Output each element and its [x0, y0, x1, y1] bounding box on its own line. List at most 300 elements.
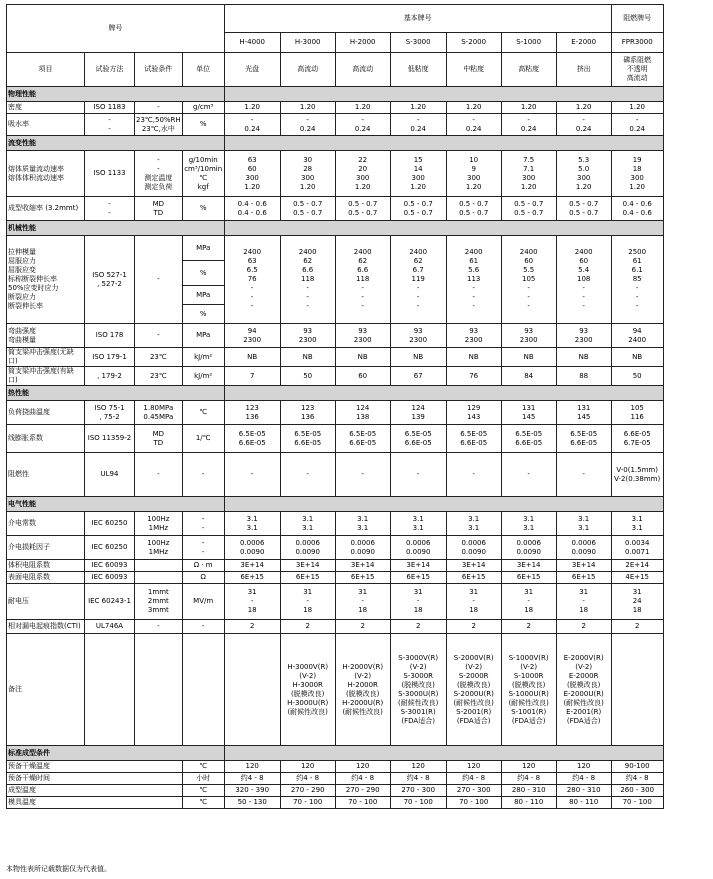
cell-line: 93 — [413, 326, 423, 335]
value-cell: 90-100 — [611, 761, 663, 773]
cell-line: 6.5E-05 — [460, 429, 488, 438]
value-cell — [556, 197, 611, 221]
value-cell: 80 - 110 — [556, 797, 611, 809]
cell-line: (脱模改良) — [401, 680, 435, 689]
cell-line: 0.24 — [299, 124, 316, 133]
cell-line: 3.1 — [412, 523, 424, 532]
cell-line: 6.5E-05 — [570, 429, 598, 438]
cell-line: 6.6 — [302, 266, 314, 274]
cell-line: 6.6E-05 — [623, 429, 651, 438]
cell-line: 31 — [303, 588, 313, 596]
cell-line: E-2000R — [568, 671, 599, 680]
cell-line: 5.4 — [578, 266, 590, 274]
cell-line: 76 — [247, 275, 257, 283]
table-row — [7, 620, 664, 634]
unit-cell — [182, 536, 224, 560]
method-cell: ISO 11359-2 — [85, 425, 135, 453]
cell-line: - — [201, 547, 205, 556]
cell-line: 1.20 — [575, 182, 592, 191]
cell-line: - — [416, 293, 420, 301]
value-cell — [390, 536, 446, 560]
item-name — [7, 236, 85, 324]
cell-line: 3.1 — [357, 523, 369, 532]
value-cell — [224, 512, 280, 536]
cell-line: S-1000V(R) — [508, 653, 549, 662]
grade-name: S-3000 — [390, 33, 446, 53]
basic-grade-label: 基本牌号 — [224, 5, 611, 33]
value-cell — [280, 236, 335, 324]
cell-line: (V-2) — [575, 662, 593, 671]
unit-cell: 小时 — [182, 773, 224, 785]
value-cell — [556, 151, 611, 197]
property-sheet — [6, 4, 664, 809]
cell-line: - — [527, 115, 530, 124]
value-cell: 50 - 130 — [224, 797, 280, 809]
cell-line: 6.7E-05 — [623, 438, 651, 447]
cell-line: (耐候性改良) — [397, 698, 439, 707]
cell-line: - — [416, 115, 420, 124]
value-cell — [335, 114, 390, 136]
value-cell: NB — [390, 348, 446, 367]
value-cell — [501, 197, 556, 221]
cell-line: 300 — [630, 173, 644, 182]
cell-line: (脱模改良) — [290, 689, 325, 698]
cell-line: 0.5 - 0.7 — [514, 199, 544, 208]
value-cell: 120 — [224, 761, 280, 773]
unit-cell: kJ/m² — [182, 348, 224, 367]
cell-line: 3.1 — [302, 514, 314, 523]
value-cell: 4E+15 — [611, 572, 663, 584]
cell-line: ISO 527-1 — [92, 270, 127, 279]
cell-line: 119 — [411, 275, 425, 283]
cell-line: 108 — [577, 275, 591, 283]
value-cell: 120 — [446, 761, 501, 773]
cell-line: 123 — [301, 403, 315, 412]
cell-line: - — [108, 199, 111, 208]
cell-line: 2400 — [519, 248, 538, 256]
cell-line: (V-2) — [409, 662, 427, 671]
condition-cell — [135, 425, 183, 453]
cell-line: - — [472, 302, 475, 310]
cell-line: 测定负荷 — [144, 182, 173, 191]
value-cell: 3E+14 — [390, 560, 446, 572]
cell-line: 0.0090 — [571, 547, 596, 556]
method-cell: ISO 1183 — [85, 102, 135, 114]
value-cell — [335, 584, 390, 620]
cell-line: S-2000U(R) — [453, 689, 494, 698]
value-cell: 6E+15 — [556, 572, 611, 584]
value-cell: 70 - 100 — [335, 797, 390, 809]
value-cell: 270 - 290 — [335, 785, 390, 797]
cell-line: 2300 — [519, 335, 538, 344]
col-method: 试验方法 — [85, 53, 135, 87]
value-cell — [335, 536, 390, 560]
value-cell: 3E+14 — [501, 560, 556, 572]
value-cell: 6E+15 — [390, 572, 446, 584]
value-cell: 70 - 100 — [280, 797, 335, 809]
cell-line: (FDA适合) — [511, 716, 546, 725]
cell-line: - — [582, 597, 585, 605]
cell-line: - — [250, 302, 254, 310]
section-title: 热性能 — [7, 386, 225, 401]
cell-line: TD — [153, 438, 164, 447]
cell-line: - — [250, 597, 254, 605]
value-cell — [390, 584, 446, 620]
cell-line: 3.1 — [631, 523, 643, 532]
cell-line: 3.1 — [578, 523, 590, 532]
cell-line: 300 — [245, 173, 259, 182]
cell-line: 0.0090 — [405, 547, 431, 556]
cell-line: 6.7 — [412, 266, 424, 274]
cell-line: 3.1 — [578, 514, 590, 523]
value-cell — [446, 324, 501, 348]
cell-line: (耐候性改良) — [342, 707, 383, 716]
cell-line: (脱模改良) — [566, 680, 601, 689]
value-cell: 约4 - 8 — [335, 773, 390, 785]
value-cell — [611, 584, 663, 620]
value-cell: 约4 - 8 — [390, 773, 446, 785]
cell-line: 6.6E-05 — [460, 438, 488, 447]
cell-line: 93 — [358, 326, 368, 335]
value-cell — [390, 401, 446, 425]
condition-cell — [135, 634, 183, 746]
section-fill — [224, 87, 663, 102]
value-cell — [224, 425, 280, 453]
value-cell — [611, 536, 663, 560]
cell-line: 熔体体积流动速率 — [8, 173, 64, 182]
cell-line: E-2000V(R) — [563, 653, 604, 662]
cell-line: - — [108, 124, 111, 133]
value-cell: 6E+15 — [335, 572, 390, 584]
cell-line: 7.1 — [523, 164, 535, 173]
value-cell: 2 — [390, 620, 446, 634]
item-name: 表面电阻系数 — [7, 572, 85, 584]
cell-line: 屈服应变 — [8, 266, 36, 274]
cell-line: 0.0090 — [461, 547, 486, 556]
method-cell: IEC 60250 — [85, 512, 135, 536]
cell-line: 136 — [245, 412, 259, 421]
cell-line: 6.6E-05 — [515, 438, 543, 447]
cell-line: - — [157, 164, 160, 173]
table-row — [7, 785, 664, 797]
value-cell: 约4 - 8 — [611, 773, 663, 785]
cell-line: - — [306, 284, 309, 292]
cell-line: S-3000U(R) — [398, 689, 439, 698]
value-cell — [501, 634, 556, 746]
section-fill — [224, 746, 663, 761]
cell-line: kgf — [197, 182, 209, 191]
method-cell: , 179-2 — [85, 367, 135, 386]
value-cell: 1.20 — [224, 102, 280, 114]
cell-line: 0.24 — [520, 124, 537, 133]
cell-line: - — [361, 293, 364, 301]
value-cell — [390, 151, 446, 197]
cell-line: 18 — [632, 606, 642, 614]
cell-line: S-3001(R) — [400, 707, 436, 716]
cell-line: (耐候性改良) — [508, 698, 549, 707]
unit-cell: % — [182, 114, 224, 136]
value-cell — [335, 324, 390, 348]
value-cell — [556, 425, 611, 453]
cell-line: 118 — [356, 275, 370, 283]
cell-line: cm³/10min — [184, 164, 223, 173]
cell-line: 0.0006 — [571, 538, 596, 547]
value-cell: NB — [280, 348, 335, 367]
table-row — [7, 367, 664, 386]
table-row — [7, 497, 664, 512]
value-cell: 1.20 — [611, 102, 663, 114]
method-cell — [85, 197, 135, 221]
cell-line: 300 — [577, 173, 591, 182]
cell-line: 2400 — [464, 248, 483, 256]
table-row — [7, 236, 664, 324]
cell-line: 5.0 — [578, 164, 590, 173]
cell-line: 18 — [247, 606, 257, 614]
cell-line: 139 — [411, 412, 425, 421]
unit-cell — [182, 151, 224, 197]
value-cell: 1.20 — [556, 102, 611, 114]
cell-line: (FDA适合) — [566, 716, 601, 725]
cell-line: (脱模改良) — [345, 689, 380, 698]
value-cell — [611, 114, 663, 136]
cell-line: 0.0090 — [516, 547, 541, 556]
value-cell: 3E+14 — [280, 560, 335, 572]
cell-line: 0.5 - 0.7 — [293, 208, 323, 217]
item-name: 耐电压 — [7, 584, 85, 620]
unit-cell: - — [182, 453, 224, 497]
cell-line: S-2001(R) — [456, 707, 492, 716]
value-cell — [390, 425, 446, 453]
cell-line: 124 — [411, 403, 425, 412]
cell-line: S-2000V(R) — [453, 653, 494, 662]
cell-line: - — [472, 115, 475, 124]
cell-line: - — [472, 293, 475, 301]
cell-line: S-1001(R) — [511, 707, 547, 716]
cell-line: (FDA适合) — [401, 716, 435, 725]
cell-line: 85 — [632, 275, 642, 283]
cell-line: 0.5 - 0.7 — [293, 199, 323, 208]
unit-cell: ℃ — [182, 401, 224, 425]
value-cell — [446, 512, 501, 536]
value-cell — [446, 236, 501, 324]
brand-label: 牌号 — [7, 5, 225, 53]
cell-line: 0.0006 — [350, 538, 375, 547]
cell-line: 0.5 - 0.7 — [514, 208, 544, 217]
cell-line: 93 — [579, 326, 589, 335]
cell-line: 0.0006 — [461, 538, 486, 547]
value-cell: 280 - 310 — [501, 785, 556, 797]
cell-line: - — [361, 115, 364, 124]
condition-cell: - — [135, 236, 183, 324]
value-cell: NB — [224, 348, 280, 367]
cell-line: V-2(0.38mm) — [614, 474, 661, 483]
cell-line: - — [472, 284, 475, 292]
condition-cell: - — [135, 620, 183, 634]
cell-line: 0.0006 — [516, 538, 541, 547]
property-table — [6, 4, 664, 809]
cell-line: - — [635, 284, 639, 292]
value-cell — [556, 324, 611, 348]
value-cell: 2E+14 — [611, 560, 663, 572]
value-cell: NB — [446, 348, 501, 367]
cell-line: 2mmt — [147, 597, 169, 605]
cell-line: 3.1 — [302, 523, 314, 532]
cell-line: 6.5E-05 — [349, 429, 377, 438]
method-cell: ISO 178 — [85, 324, 135, 348]
value-cell: 6E+15 — [446, 572, 501, 584]
cell-line: 2300 — [409, 335, 428, 344]
cell-line: 9 — [471, 164, 476, 173]
cell-line: - — [361, 597, 364, 605]
cell-line: 0.24 — [244, 124, 260, 133]
value-cell — [224, 634, 280, 746]
cell-line: - — [108, 115, 111, 124]
item-name: 预备干燥温度 — [7, 761, 183, 773]
cell-line: 6.6E-05 — [404, 438, 432, 447]
cell-line: 高流动 — [626, 74, 648, 82]
cell-line: 0.5 - 0.7 — [569, 208, 599, 217]
value-cell: 2 — [335, 620, 390, 634]
cell-line: 31 — [524, 588, 534, 596]
cell-line: 2300 — [353, 335, 372, 344]
cell-line: 2500 — [628, 248, 647, 256]
cell-line: 300 — [411, 173, 425, 182]
method-cell: UL746A — [85, 620, 135, 634]
cell-line: 129 — [467, 403, 481, 412]
cell-line: 3.1 — [412, 514, 424, 523]
cell-line: 拉伸模量 — [8, 248, 36, 256]
cell-line: 28 — [303, 164, 313, 173]
cell-line: 0.0006 — [239, 538, 265, 547]
cell-line: g/10min — [188, 155, 218, 164]
cell-line: 18 — [469, 606, 479, 614]
cell-line: 标称断裂伸长率 — [8, 275, 57, 283]
value-cell: 约4 - 8 — [501, 773, 556, 785]
col-unit: 单位 — [182, 53, 224, 87]
value-cell: 约4 - 8 — [446, 773, 501, 785]
value-cell: 1.20 — [280, 102, 335, 114]
cell-line: 60 — [524, 257, 534, 265]
value-cell: 7 — [224, 367, 280, 386]
cell-line: 31 — [413, 588, 423, 596]
value-cell — [501, 584, 556, 620]
cell-line: - — [157, 155, 160, 164]
cell-line: 0.24 — [629, 124, 645, 133]
grade-name: E-2000 — [556, 33, 611, 53]
cell-line: 6.5 — [246, 266, 258, 274]
cell-line: 24 — [632, 597, 642, 605]
item-name: 模具温度 — [7, 797, 183, 809]
value-cell — [446, 425, 501, 453]
cell-line: 1.20 — [520, 182, 537, 191]
cell-line: 0.5 - 0.7 — [569, 199, 599, 208]
item-name: 线膨胀系数 — [7, 425, 85, 453]
unit-cell: kJ/m² — [182, 367, 224, 386]
cell-line: - — [527, 597, 530, 605]
value-cell: 1.20 — [335, 102, 390, 114]
value-cell — [390, 324, 446, 348]
item-name — [7, 324, 85, 348]
cell-line: - — [250, 115, 254, 124]
value-cell: 60 — [335, 367, 390, 386]
value-cell — [224, 114, 280, 136]
cell-line: 145 — [577, 412, 591, 421]
value-cell — [501, 236, 556, 324]
table-row — [7, 53, 664, 87]
value-cell: 70 - 100 — [611, 797, 663, 809]
grade-name: FPR3000 — [611, 33, 663, 53]
cell-line: - — [582, 115, 585, 124]
value-cell: - — [556, 453, 611, 497]
value-cell: 6E+15 — [501, 572, 556, 584]
value-cell — [280, 584, 335, 620]
table-row — [7, 136, 664, 151]
cell-line: H-2000R — [347, 680, 378, 689]
cell-line: 31 — [632, 588, 642, 596]
cell-line: 5.5 — [523, 266, 535, 274]
table-row — [7, 102, 664, 114]
cell-line: 50%应变时应力 — [8, 284, 59, 292]
unit-cell: 1/℃ — [182, 425, 224, 453]
value-cell: 3E+14 — [556, 560, 611, 572]
item-name: 介电损耗因子 — [7, 536, 85, 560]
cell-line: (耐候性改良) — [453, 698, 494, 707]
cell-line: 18 — [524, 606, 534, 614]
cell-line: 131 — [522, 403, 536, 412]
cell-line: 61 — [469, 257, 479, 265]
value-cell — [611, 197, 663, 221]
item-name: 成型温度 — [7, 785, 183, 797]
cell-line: - — [306, 293, 309, 301]
table-row — [7, 536, 664, 560]
cell-line: (V-2) — [354, 671, 372, 680]
value-cell: 2 — [280, 620, 335, 634]
cell-line: - — [201, 523, 205, 532]
value-cell: 50 — [611, 367, 663, 386]
cell-line: - — [472, 597, 475, 605]
value-cell — [390, 634, 446, 746]
cell-line: 5.6 — [468, 266, 480, 274]
table-row — [7, 386, 664, 401]
cell-line: (V-2) — [465, 662, 483, 671]
cell-line: 3.1 — [631, 514, 643, 523]
section-fill — [224, 386, 663, 401]
cell-line: - — [582, 302, 585, 310]
cell-line: 1.20 — [410, 182, 426, 191]
cell-line: 2400 — [243, 248, 262, 256]
cell-line: 2300 — [243, 335, 262, 344]
cell-line: 1.20 — [354, 182, 371, 191]
value-cell — [611, 512, 663, 536]
value-cell: NB — [335, 348, 390, 367]
cell-line: 93 — [524, 326, 534, 335]
value-cell — [280, 401, 335, 425]
cell-line: 18 — [413, 606, 423, 614]
cell-line: 0.24 — [410, 124, 426, 133]
table-row — [7, 572, 664, 584]
cell-line: 31 — [469, 588, 479, 596]
item-name: 简支梁冲击强度(有缺口) — [7, 367, 85, 386]
footnote: 本物性表所记载数据仅为代表值。 — [6, 865, 111, 873]
cell-line: 0.4 - 0.6 — [237, 208, 267, 217]
table-row — [7, 512, 664, 536]
cell-line: 1.20 — [244, 182, 260, 191]
value-cell — [224, 197, 280, 221]
value-cell: 6E+15 — [280, 572, 335, 584]
cell-line: 0.5 - 0.7 — [459, 208, 489, 217]
table-row — [7, 87, 664, 102]
value-cell — [556, 584, 611, 620]
